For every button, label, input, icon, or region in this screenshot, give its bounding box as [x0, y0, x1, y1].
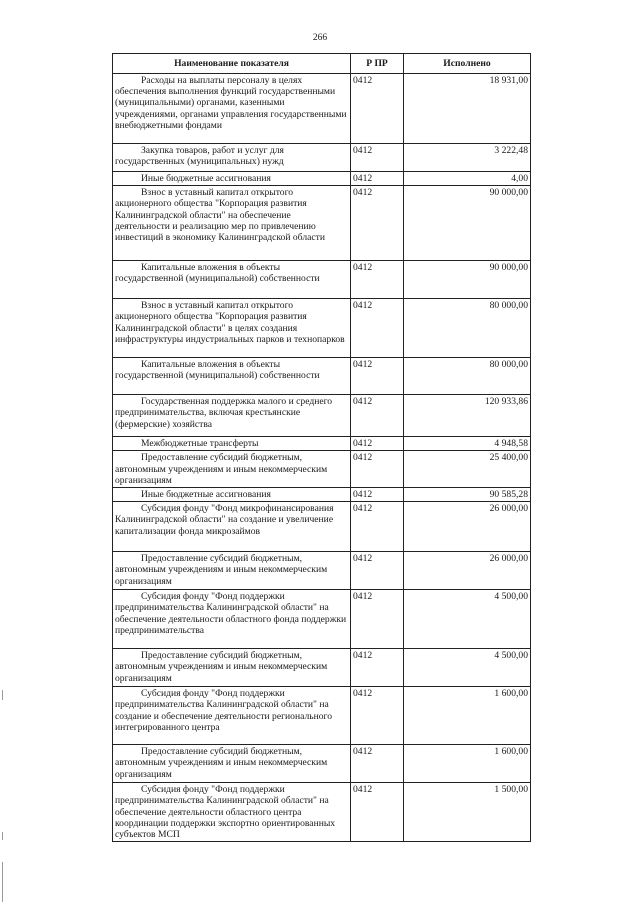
cell-executed-value: 4 500,00 — [404, 590, 531, 649]
table-row — [113, 488, 531, 502]
cell-executed-value: 1 600,00 — [404, 687, 531, 745]
table-row — [113, 358, 531, 395]
cell-section-code: 0412 — [351, 502, 404, 552]
cell-indicator-name: Расходы на выплаты персоналу в целях обеспечения выполнения функций государственными (муниципальными) органами, казенными учреждениями, органами управления государственными внебюджетными фондами — [113, 74, 351, 144]
cell-indicator-name: Субсидия фонду "Фонд поддержки предпринимательства Калининградской области" на создание и обеспечение деятельности регионального интегрированного центра — [113, 687, 351, 745]
table-row — [113, 451, 531, 488]
cell-indicator-name: Субсидия фонду "Фонд микрофинансирования Калининградской области" на создание и увеличение капитализации фонда микрозаймов — [113, 502, 351, 552]
table-row — [113, 745, 531, 783]
table-row — [113, 649, 531, 687]
cell-executed-value: 4,00 — [404, 172, 531, 186]
table-row — [113, 186, 531, 261]
cell-indicator-name: Межбюджетные трансферты — [113, 437, 351, 451]
cell-indicator-name: Государственная поддержка малого и среднего предпринимательства, включая крестьянские (фермерские) хозяйства — [113, 395, 351, 437]
cell-executed-value: 3 222,48 — [404, 144, 531, 172]
cell-section-code: 0412 — [351, 451, 404, 488]
cell-executed-value: 90 585,28 — [404, 488, 531, 502]
cell-section-code: 0412 — [351, 783, 404, 842]
cell-section-code: 0412 — [351, 437, 404, 451]
table-row — [113, 687, 531, 745]
cell-indicator-name: Взнос в уставный капитал открытого акционерного общества "Корпорация развития Калининградской области" на обеспечение деятельности и реализацию мер по привлечению инвестиций в экономику Калининградской области — [113, 186, 351, 261]
table-row — [113, 144, 531, 172]
cell-indicator-name: Субсидия фонду "Фонд поддержки предпринимательства Калининградской области" на обеспечение деятельности областного фонда поддержки предпринимательства — [113, 590, 351, 649]
table-row — [113, 261, 531, 299]
cell-section-code: 0412 — [351, 186, 404, 261]
cell-section-code: 0412 — [351, 552, 404, 590]
cell-executed-value: 25 400,00 — [404, 451, 531, 488]
cell-indicator-name: Предоставление субсидий бюджетным, автономным учреждениям и иным некоммерческим организациям — [113, 451, 351, 488]
scan-edge-marks — [0, 0, 6, 905]
cell-section-code: 0412 — [351, 590, 404, 649]
cell-indicator-name: Иные бюджетные ассигнования — [113, 488, 351, 502]
cell-section-code: 0412 — [351, 299, 404, 358]
cell-indicator-name: Закупка товаров, работ и услуг для государственных (муниципальных) нужд — [113, 144, 351, 172]
table-row — [113, 395, 531, 437]
cell-executed-value: 80 000,00 — [404, 358, 531, 395]
table-row — [113, 299, 531, 358]
table-row — [113, 502, 531, 552]
table-row — [113, 437, 531, 451]
cell-executed-value: 4 948,58 — [404, 437, 531, 451]
cell-indicator-name: Капитальные вложения в объекты государственной (муниципальной) собственности — [113, 261, 351, 299]
table-row — [113, 172, 531, 186]
cell-section-code: 0412 — [351, 488, 404, 502]
cell-indicator-name: Взнос в уставный капитал открытого акционерного общества "Корпорация развития Калининградской области" в целях создания инфраструктуры индустриальных парков и технопарков — [113, 299, 351, 358]
cell-indicator-name: Предоставление субсидий бюджетным, автономным учреждениям и иным некоммерческим организациям — [113, 552, 351, 590]
cell-indicator-name: Капитальные вложения в объекты государственной (муниципальной) собственности — [113, 358, 351, 395]
table-header-row — [113, 54, 531, 74]
cell-section-code: 0412 — [351, 687, 404, 745]
table-row — [113, 590, 531, 649]
cell-indicator-name: Субсидия фонду "Фонд поддержки предпринимательства Калининградской области" на обеспечение деятельности областного центра координации поддержки экспортно ориентированных субъектов МСП — [113, 783, 351, 842]
cell-section-code: 0412 — [351, 745, 404, 783]
cell-indicator-name: Предоставление субсидий бюджетным, автономным учреждениям и иным некоммерческим организациям — [113, 745, 351, 783]
cell-executed-value: 90 000,00 — [404, 261, 531, 299]
table-row — [113, 783, 531, 842]
page-number: 266 — [312, 33, 328, 43]
cell-section-code: 0412 — [351, 144, 404, 172]
cell-executed-value: 4 500,00 — [404, 649, 531, 687]
cell-executed-value: 26 000,00 — [404, 552, 531, 590]
cell-section-code: 0412 — [351, 649, 404, 687]
header-section-code: Р ПР — [351, 54, 404, 74]
header-indicator-name: Наименование показателя — [113, 54, 351, 74]
cell-section-code: 0412 — [351, 358, 404, 395]
cell-section-code: 0412 — [351, 261, 404, 299]
budget-execution-table — [112, 53, 531, 842]
header-executed: Исполнено — [404, 54, 531, 74]
cell-executed-value: 120 933,86 — [404, 395, 531, 437]
cell-executed-value: 26 000,00 — [404, 502, 531, 552]
cell-section-code: 0412 — [351, 395, 404, 437]
cell-executed-value: 1 500,00 — [404, 783, 531, 842]
cell-indicator-name: Иные бюджетные ассигнования — [113, 172, 351, 186]
cell-section-code: 0412 — [351, 172, 404, 186]
cell-executed-value: 1 600,00 — [404, 745, 531, 783]
cell-executed-value: 18 931,00 — [404, 74, 531, 144]
table-row — [113, 552, 531, 590]
table-row — [113, 74, 531, 144]
cell-section-code: 0412 — [351, 74, 404, 144]
cell-executed-value: 80 000,00 — [404, 299, 531, 358]
cell-executed-value: 90 000,00 — [404, 186, 531, 261]
cell-indicator-name: Предоставление субсидий бюджетным, автономным учреждениям и иным некоммерческим организациям — [113, 649, 351, 687]
